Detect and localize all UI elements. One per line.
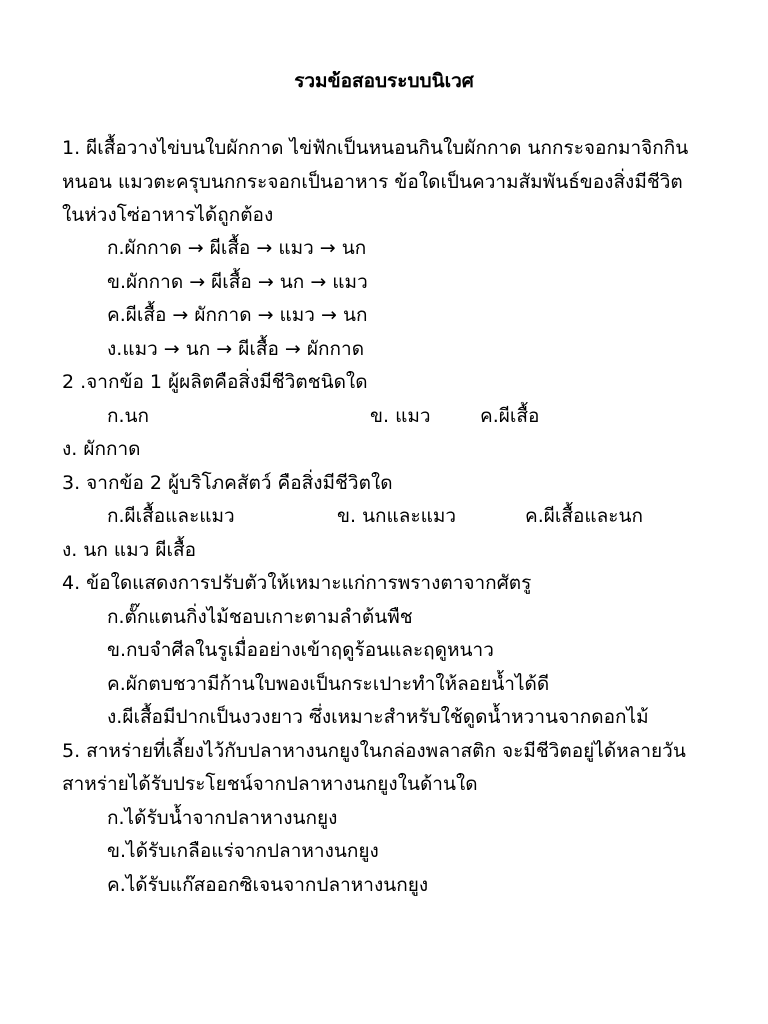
question-1-option-b: ข.ผักกาด → ผีเสื้อ → นก → แมว [107,271,368,293]
question-4-text: 4. ข้อใดแสดงการปรับตัวให้เหมาะแก่การพรางตาจากศัตรู [62,572,532,594]
question-2-option-a: ก.นก [107,405,150,427]
question-4-option-a: ก.ตั๊กแตนกิ่งไม้ชอบเกาะตามลำต้นพืช [107,606,413,628]
question-4-option-b: ข.กบจำศีลในรูเมื่ออย่างเข้าฤดูร้อนและฤดูหนาว [107,639,494,661]
question-3-option-d: ง. นก แมว ผีเสื้อ [62,539,197,561]
question-5-option-b: ข.ได้รับเกลือแร่จากปลาหางนกยูง [107,840,379,862]
question-3-option-c: ค.ผีเสื้อและนก [525,505,643,527]
question-5-line-2: สาหร่ายได้รับประโยชน์จากปลาหางนกยูงในด้านใด [62,773,478,795]
question-3-option-b: ข. นกและแมว [337,505,457,527]
question-4-option-c: ค.ผักตบชวามีก้านใบพองเป็นกระเปาะทำให้ลอยน้ำได้ดี [107,673,550,695]
question-2-option-d: ง. ผักกาด [62,438,141,460]
question-2-option-c: ค.ผีเสื้อ [480,405,540,427]
question-1-option-a: ก.ผักกาด → ผีเสื้อ → แมว → นก [107,237,367,259]
question-3-text: 3. จากข้อ 2 ผู้บริโภคสัตว์ คือสิ่งมีชีวิตใด [62,472,393,494]
question-1-line-1: 1. ผีเสื้อวางไข่บนใบผักกาด ไข่ฟักเป็นหนอนกินใบผักกาด นกกระจอกมาจิกกิน [62,137,689,159]
question-1-line-2: หนอน แมวตะครุบนกกระจอกเป็นอาหาร ข้อใดเป็นความสัมพันธ์ของสิ่งมีชีวิต [62,171,683,193]
page-title: รวมข้อสอบระบบนิเวศ [294,70,474,92]
question-5-line-1: 5. สาหร่ายที่เลี้ยงไว้กับปลาหางนกยูงในกล่องพลาสติก จะมีชีวิตอยู่ได้หลายวัน [62,740,686,762]
question-3-option-a: ก.ผีเสื้อและแมว [107,505,235,527]
question-4-option-d: ง.ผีเสื้อมีปากเป็นงวงยาว ซึ่งเหมาะสำหรับใช้ดูดน้ำหวานจากดอกไม้ [107,706,649,728]
question-5-option-c: ค.ได้รับแก๊สออกซิเจนจากปลาหางนกยูง [107,874,429,896]
question-2-text: 2 .จากข้อ 1 ผู้ผลิตคือสิ่งมีชีวิตชนิดใด [62,371,368,393]
question-1-option-c: ค.ผีเสื้อ → ผักกาด → แมว → นก [107,304,368,326]
question-1-line-3: ในห่วงโซ่อาหารได้ถูกต้อง [62,204,274,226]
question-5-option-a: ก.ได้รับน้ำจากปลาหางนกยูง [107,807,338,829]
question-1-option-d: ง.แมว → นก → ผีเสื้อ → ผักกาด [107,338,365,360]
question-2-option-b: ข. แมว [370,405,431,427]
